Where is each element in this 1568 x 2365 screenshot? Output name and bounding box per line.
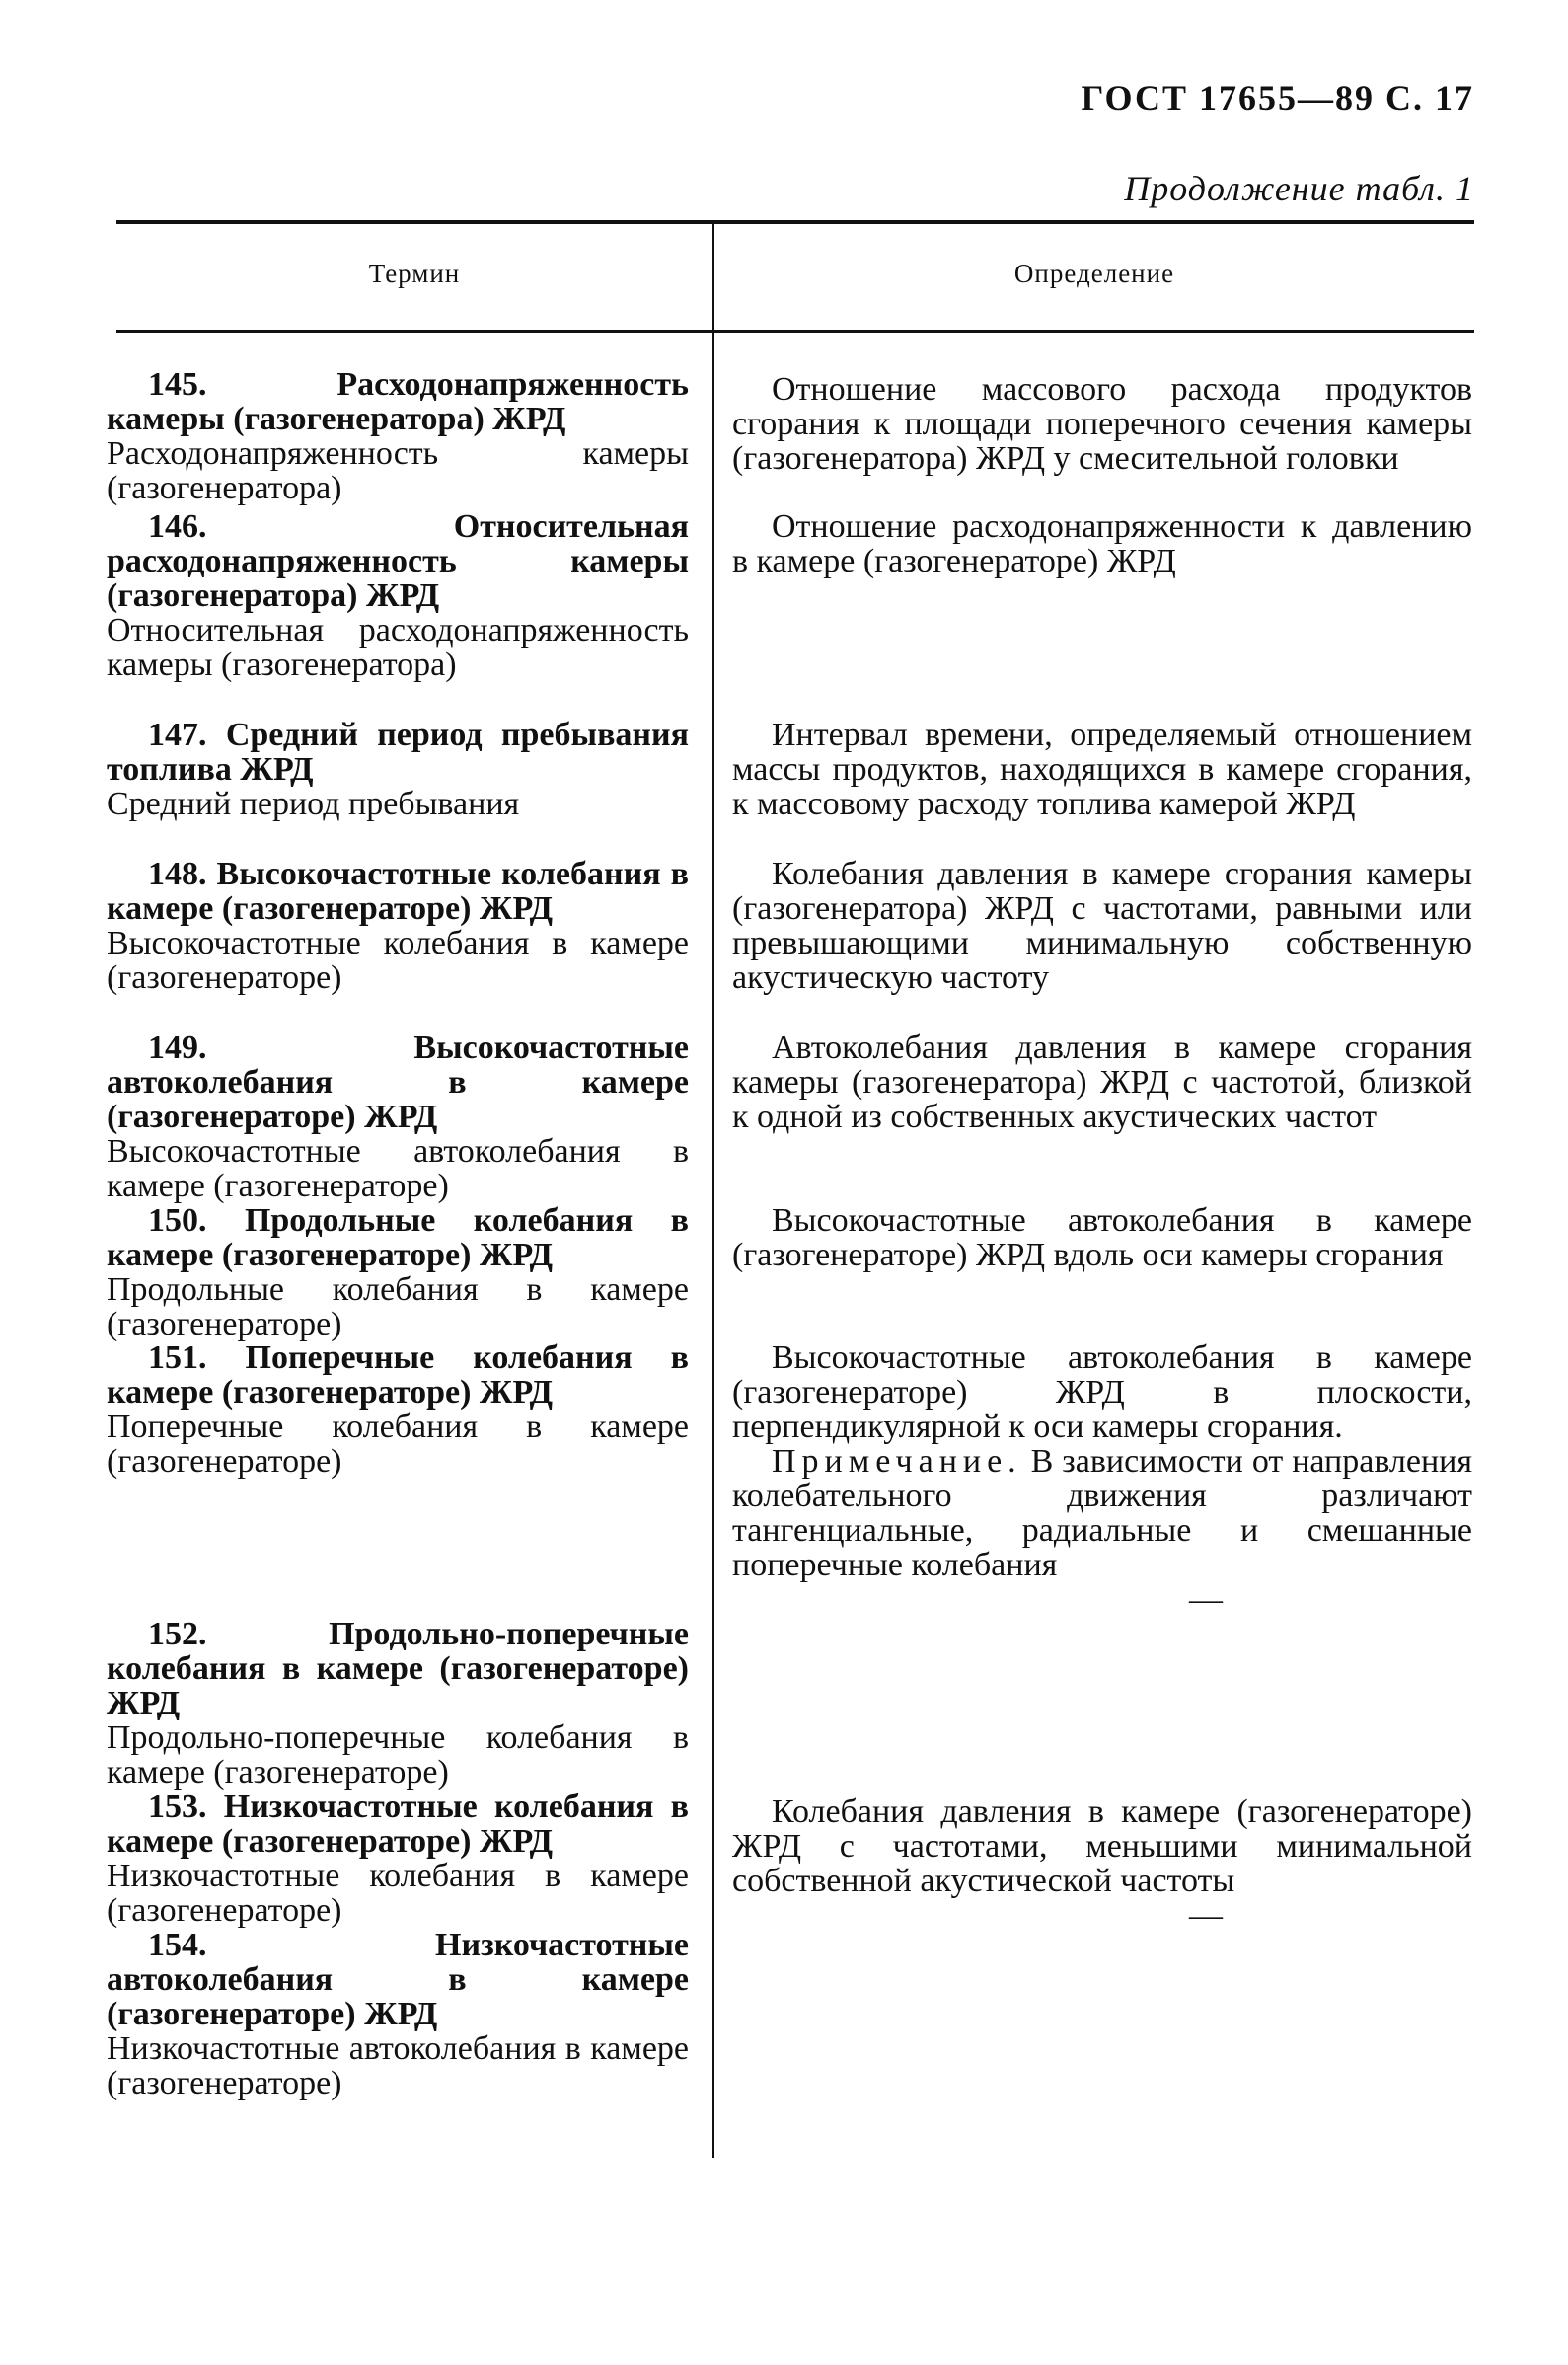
term-number: 151. bbox=[148, 1339, 207, 1376]
term-short-form: Расходонапряженность камеры (газогенератора) bbox=[107, 435, 689, 506]
term-number: 149. bbox=[148, 1030, 207, 1066]
table-continuation-label: Продолжение табл. 1 bbox=[1124, 169, 1474, 208]
definition-text: Колебания давления в камере сгорания камеры (газогенератора) ЖРД с частотами, равными или превышающими минимальную собственную акустическую частоту bbox=[732, 856, 1472, 996]
term-number: 147. bbox=[148, 717, 207, 753]
term-short-form: Средний период пребывания bbox=[107, 786, 520, 822]
term-number: 154. bbox=[148, 1927, 207, 1963]
term-name: Высокочастотные колебания в камере (газогенераторе) ЖРД bbox=[107, 856, 689, 927]
term-cell-148 bbox=[107, 857, 689, 995]
term-number: 150. bbox=[148, 1202, 207, 1239]
definition-text: Высокочастотные автоколебания в камере (газогенераторе) ЖРД в плоскости, перпендикулярной к оси камеры сгорания. bbox=[732, 1339, 1472, 1445]
definition-note bbox=[732, 1444, 1472, 1582]
term-name: Продольные колебания в камере (газогенераторе) ЖРД bbox=[107, 1202, 690, 1273]
term-name: Расходонапряженность камеры (газогенератора) ЖРД bbox=[107, 366, 689, 437]
empty-definition-dash: — bbox=[1189, 1897, 1223, 1934]
table-header-rule bbox=[116, 330, 1474, 333]
term-short-form: Низкочастотные колебания в камере (газогенераторе) bbox=[107, 1858, 689, 1929]
term-number: 148. bbox=[148, 856, 207, 892]
definition-cell-145 bbox=[732, 372, 1472, 476]
term-number: 153. bbox=[148, 1789, 207, 1825]
definition-text: Отношение расходонапряженности к давлению в камере (газогенераторе) ЖРД bbox=[732, 508, 1472, 579]
term-cell-150 bbox=[107, 1203, 689, 1341]
definition-cell-151 bbox=[732, 1340, 1472, 1617]
column-header-definition: Определение bbox=[1013, 259, 1175, 288]
term-cell-154 bbox=[107, 1928, 689, 2100]
term-name: Высокочастотные автоколебания в камере (газогенераторе) ЖРД bbox=[107, 1030, 689, 1135]
term-short-form: Низкочастотные автоколебания в камере (газогенераторе) bbox=[107, 2030, 689, 2101]
term-name: Поперечные колебания в камере (газогенераторе) ЖРД bbox=[107, 1339, 690, 1411]
term-short-form: Относительная расходонапряженность камеры (газогенератора) bbox=[107, 612, 689, 683]
empty-definition-dash: — bbox=[1189, 1581, 1223, 1618]
definition-text: Автоколебания давления в камере сгорания камеры (газогенератора) ЖРД с частотой, близкой к одной из собственных акустических частот bbox=[732, 1030, 1472, 1135]
term-short-form: Продольные колебания в камере (газогенераторе) bbox=[107, 1271, 689, 1342]
definition-cell-146 bbox=[732, 509, 1472, 578]
term-name: Относительная расходонапряженность камеры (газогенератора) ЖРД bbox=[107, 508, 689, 614]
term-cell-153 bbox=[107, 1790, 689, 1928]
page-header: ГОСТ 17655—89 С. 17 bbox=[1081, 78, 1474, 117]
term-short-form: Поперечные колебания в камере (газогенераторе) bbox=[107, 1409, 689, 1480]
term-cell-151 bbox=[107, 1340, 689, 1479]
term-number: 146. bbox=[148, 508, 207, 545]
term-short-form: Продольно-поперечные колебания в камере (газогенераторе) bbox=[107, 1719, 689, 1791]
definition-cell-149 bbox=[732, 1030, 1472, 1134]
definition-cell-147 bbox=[732, 718, 1472, 821]
definition-text: Колебания давления в камере (газогенераторе) ЖРД с частотами, меньшими минимальной собственной акустической частоты bbox=[732, 1793, 1472, 1899]
term-name: Низкочастотные автоколебания в камере (газогенераторе) ЖРД bbox=[107, 1927, 689, 2032]
term-short-form: Высокочастотные колебания в камере (газогенераторе) bbox=[107, 925, 689, 996]
definition-text: Интервал времени, определяемый отношением массы продуктов, находящихся в камере сгорания, к массовому расходу топлива камерой ЖРД bbox=[732, 717, 1472, 822]
term-number: 145. bbox=[148, 366, 207, 403]
column-header-term: Термин bbox=[368, 259, 461, 288]
definition-cell-150 bbox=[732, 1203, 1472, 1272]
table-column-divider bbox=[712, 221, 714, 2158]
term-number: 152. bbox=[148, 1616, 207, 1652]
term-cell-145 bbox=[107, 367, 689, 505]
term-name: Средний период пребывания топлива ЖРД bbox=[107, 717, 690, 788]
table-top-rule bbox=[116, 220, 1474, 224]
term-cell-146 bbox=[107, 509, 689, 682]
definition-cell-153 bbox=[732, 1794, 1472, 1933]
term-cell-147 bbox=[107, 718, 689, 821]
definition-text: Высокочастотные автоколебания в камере (газогенераторе) ЖРД вдоль оси камеры сгорания bbox=[732, 1202, 1472, 1273]
definition-cell-148 bbox=[732, 857, 1472, 995]
term-name: Продольно-поперечные колебания в камере (газогенераторе) ЖРД bbox=[107, 1616, 689, 1721]
term-cell-152 bbox=[107, 1617, 689, 1790]
term-short-form: Высокочастотные автоколебания в камере (газогенераторе) bbox=[107, 1133, 689, 1204]
definition-text: Отношение массового расхода продуктов сгорания к площади поперечного сечения камеры (газогенератора) ЖРД у смесительной головки bbox=[732, 371, 1472, 477]
note-label: Примечание. bbox=[772, 1443, 1022, 1480]
term-cell-149 bbox=[107, 1030, 689, 1203]
note-text: В зависимости от направления колебательного движения различают тангенциальные, радиальные и смешанные поперечные колебания bbox=[732, 1443, 1473, 1583]
term-name: Низкочастотные колебания в камере (газогенераторе) ЖРД bbox=[107, 1789, 689, 1860]
